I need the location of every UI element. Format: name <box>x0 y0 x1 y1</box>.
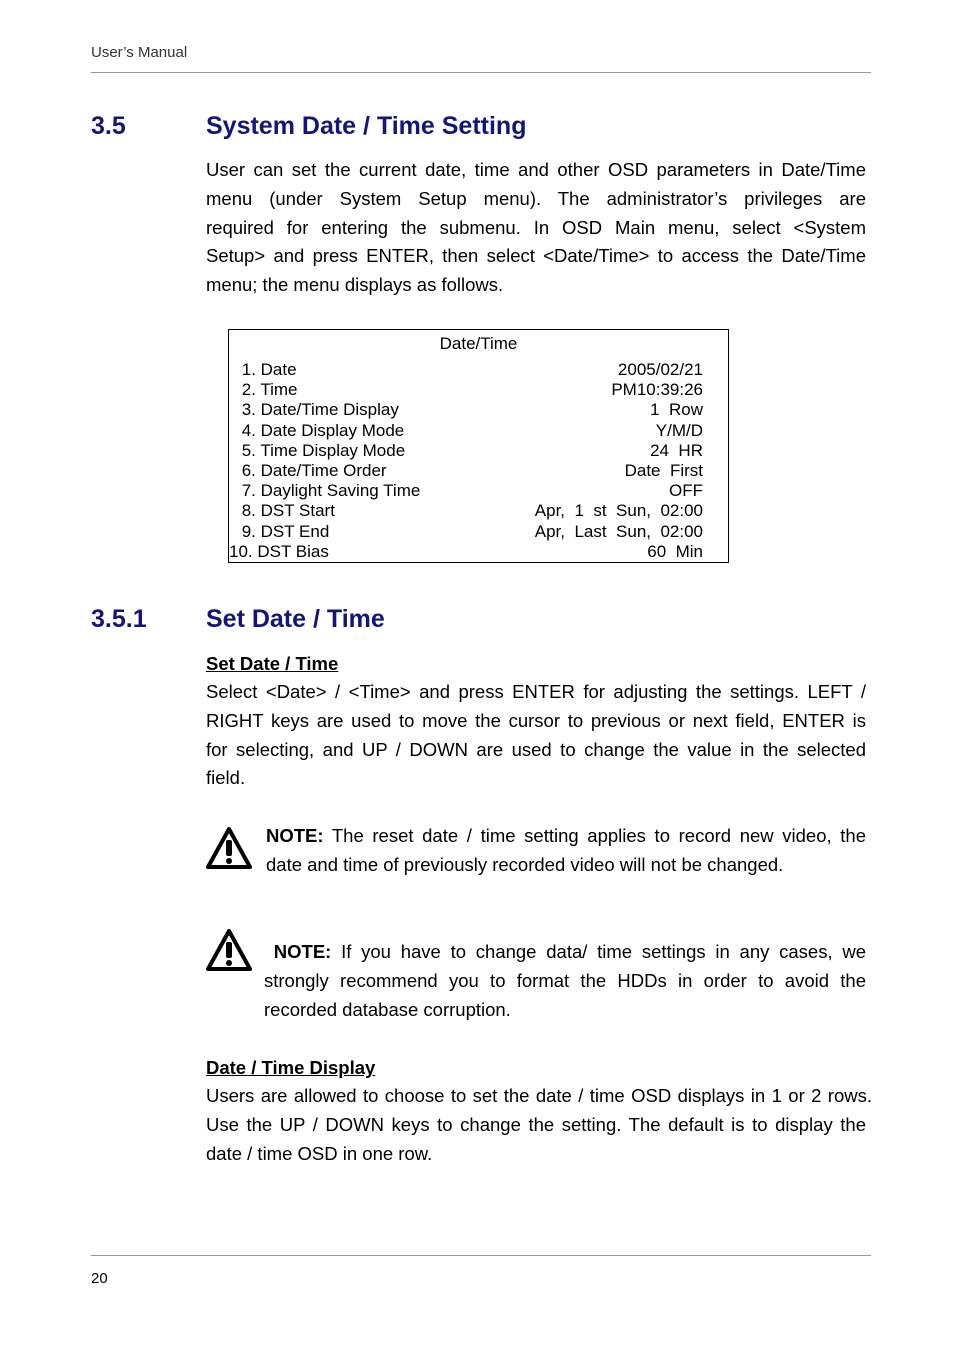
section-title: System Date / Time Setting <box>206 112 527 140</box>
menu-item-value: 1 Row <box>650 400 703 420</box>
menu-item-date-time-order <box>229 461 703 481</box>
footer-rule <box>91 1255 871 1256</box>
menu-item-value: Y/M/D <box>655 420 703 440</box>
body-line: date / time OSD in one row. <box>206 1142 433 1164</box>
menu-item-time-display-mode <box>229 441 703 461</box>
note-reset-date-time <box>266 822 866 880</box>
menu-item-value: OFF <box>669 481 703 501</box>
menu-item-label: 4. Date Display Mode <box>237 420 405 440</box>
intro-paragraph <box>206 156 866 300</box>
body-line: Use the UP / DOWN keys to change the setting. The default is to display the <box>206 1113 866 1135</box>
menu-item-label: 10. DST Bias <box>229 541 329 561</box>
menu-item-value: Apr, 1 st Sun, 02:00 <box>534 501 703 521</box>
menu-item-time <box>229 380 703 400</box>
menu-item-label: 3. Date/Time Display <box>237 400 399 420</box>
note-label: NOTE: <box>273 941 332 962</box>
menu-item-value: PM10:39:26 <box>611 380 703 400</box>
intro-line: menu; the menu displays as follows. <box>206 274 504 296</box>
note-line: strongly recommend you to format the HDDs in order to avoid the <box>264 969 866 991</box>
body-line: RIGHT keys are used to move the cursor to previous or next field, ENTER is <box>206 709 866 731</box>
running-header: User’s Manual <box>91 44 188 61</box>
menu-title: Date/Time <box>439 334 518 353</box>
header-rule <box>91 72 871 73</box>
menu-item-label: 8. DST Start <box>237 501 335 521</box>
menu-item-label: 1. Date <box>237 360 297 379</box>
menu-item-date-display-mode <box>229 421 703 441</box>
warning-icon <box>206 928 252 972</box>
menu-item-value: 60 Min <box>647 541 703 561</box>
note-line: date and time of previously recorded video will not be changed. <box>266 853 784 875</box>
menu-item-value: 2005/02/21 <box>617 360 703 379</box>
subheading-set-date-time: Set Date / Time <box>206 653 339 674</box>
note-line: The reset date / time setting applies to record new video, the <box>323 825 866 846</box>
menu-item-dst-end <box>229 522 703 542</box>
body-line: Select <Date> / <Time> and press ENTER for adjusting the settings. LEFT / <box>206 681 866 702</box>
subsection-number: 3.5.1 <box>91 605 147 633</box>
date-time-display-paragraph <box>206 1082 872 1168</box>
body-line: for selecting, and UP / DOWN are used to change the value in the selected <box>206 738 866 760</box>
menu-item-date-time-display <box>229 400 703 420</box>
section-number: 3.5 <box>91 112 126 140</box>
subsection-title: Set Date / Time <box>206 605 385 633</box>
menu-item-value: Date First <box>624 461 703 480</box>
menu-item-daylight-saving <box>229 481 703 501</box>
page-number: 20 <box>91 1270 108 1287</box>
menu-item-dst-bias <box>229 542 703 562</box>
intro-line: Setup> and press ENTER, then select <Date/Time> to access the Date/Time <box>206 245 866 267</box>
menu-item-label: 6. Date/Time Order <box>237 461 387 480</box>
intro-line: required for entering the submenu. In OSD Main menu, select <System <box>206 216 866 238</box>
warning-icon <box>206 826 252 870</box>
subheading-date-time-display: Date / Time Display <box>206 1057 376 1078</box>
menu-item-label: 7. Daylight Saving Time <box>237 481 421 501</box>
set-date-time-paragraph <box>206 678 866 793</box>
body-line: Users are allowed to choose to set the date / time OSD displays in 1 or 2 rows. <box>206 1085 872 1106</box>
menu-item-label: 2. Time <box>237 380 298 400</box>
note-line: If you have to change data/ time settings in any cases, we <box>331 941 866 962</box>
menu-item-value: 24 HR <box>650 440 703 460</box>
body-line: field. <box>206 767 246 789</box>
menu-item-label: 5. Time Display Mode <box>237 440 406 460</box>
note-label: NOTE: <box>266 825 324 846</box>
menu-item-value: Apr, Last Sun, 02:00 <box>534 521 703 541</box>
intro-line: menu (under System Setup menu). The administrator’s privileges are <box>206 187 866 209</box>
note-format-hdd <box>264 938 866 1024</box>
menu-item-dst-start <box>229 501 703 521</box>
menu-item-label: 9. DST End <box>237 521 330 541</box>
intro-line: User can set the current date, time and other OSD parameters in Date/Time <box>206 159 866 180</box>
menu-item-date <box>229 360 703 380</box>
note-line: recorded database corruption. <box>264 998 511 1020</box>
osd-date-time-menu <box>228 329 729 563</box>
